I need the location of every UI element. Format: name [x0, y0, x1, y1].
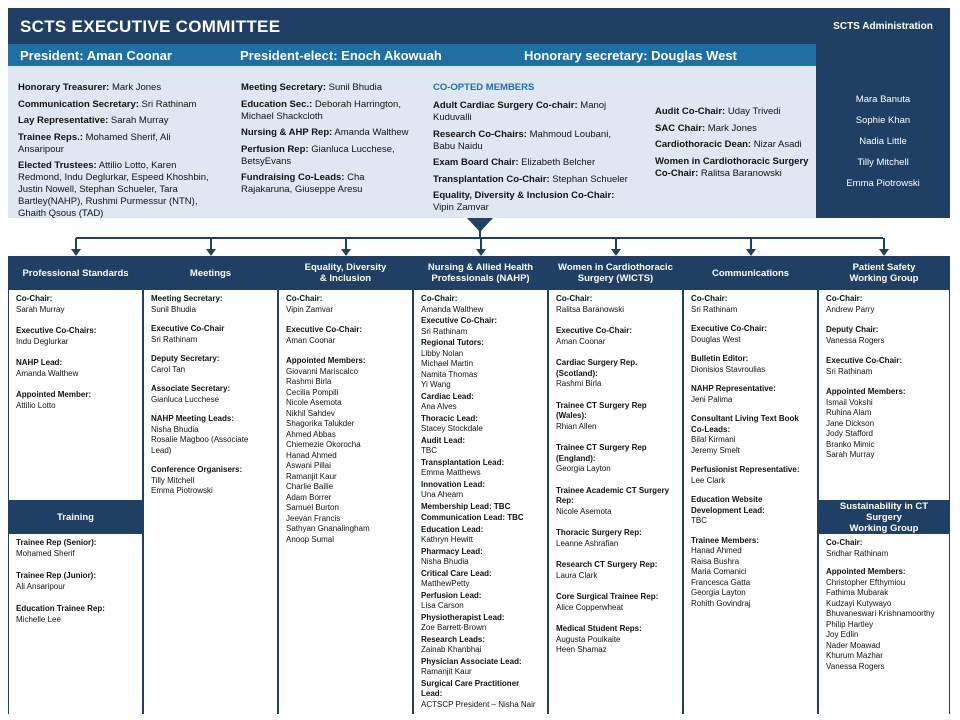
committee-entry — [286, 325, 405, 346]
honorary-secretary-label: Honorary secretary: Douglas West — [524, 48, 737, 63]
exec-entry — [433, 157, 633, 169]
committee-names: Amanda Walthew — [16, 368, 79, 378]
committee-entry — [421, 414, 540, 435]
committee-body — [278, 290, 413, 714]
committee-names: Emma Matthews — [421, 468, 481, 477]
exec-entry — [241, 82, 411, 94]
officers-bar — [8, 44, 816, 66]
committee-entry — [286, 294, 405, 315]
committee-names: Christopher Efthymiou Fathima Mubarak Kudzayi Kutywayo Bhuvaneswari Krishnamoorthy Philip Hartley Joy Edlin Nader Moawad Khurum Mazhar Vanessa Rogers — [826, 577, 935, 671]
exec-role: Communication Secretary: — [18, 98, 139, 110]
committee-body — [818, 534, 950, 714]
committee-role: Co-Chair: — [286, 294, 323, 303]
committee-names: Aman Coonar — [556, 336, 606, 346]
committee-names: Indu Deglurkar — [16, 336, 69, 346]
committee-role: NAHP Representative: — [691, 384, 776, 393]
committee-role: Transplantation Lead: — [421, 457, 505, 467]
committee-names: Laura Clark — [556, 570, 598, 580]
committee-entry — [691, 294, 810, 315]
committee-names: Nicole Asemota — [556, 506, 612, 516]
committee-names: Una Ahearn — [421, 490, 464, 499]
committee-names: Aman Coonar — [286, 335, 336, 345]
committee-role: Research Leads: — [421, 634, 486, 644]
committee-names: Ramanjit Kaur — [421, 667, 472, 676]
committee-body — [683, 290, 818, 714]
committee-names: Ismail Vokshi Ruhina Alam Jane Dickson Jody Stafford Branko Mimic Sarah Murray — [826, 397, 875, 459]
committee-names: Nisha Bhudia Rosalie Magboo (Associate Lead) — [151, 424, 249, 455]
exec-entry — [655, 106, 810, 118]
exec-names: Amanda Walthew — [332, 127, 409, 138]
committee-names: Sridhar Rathinam — [826, 548, 889, 558]
coopted-list — [433, 100, 633, 214]
committee-names: Augusta Poulkaite Heen Shamaz — [556, 634, 621, 654]
committee-role: Appointed Members: — [286, 356, 366, 365]
exec-names: Attilio Lotto, Karen Redmond, Indu Deglurkar, Espeed Khoshbin, Justin Nowell, Stephan Schueler, Tara Bartley(NAHP), Rushmi Purmessur (NTN), Ghaith Qsous (TAD) — [18, 160, 209, 219]
committee-names: Michelle Lee — [16, 614, 61, 624]
committee-body — [8, 534, 143, 714]
exec-role: Research Co-Chairs: — [433, 128, 527, 140]
committee-role: Co-Chair: — [556, 294, 593, 303]
committee-header: Equality, Diversity & Inclusion — [278, 256, 413, 290]
exec-names: Mark Jones — [109, 82, 162, 93]
committee-entry — [826, 325, 942, 346]
committee-names: ACTSCP President – Nisha Nair — [421, 699, 536, 709]
exec-names: Deborah Harrington, Michael Shackcloth — [241, 98, 401, 122]
committee-entry — [826, 567, 942, 672]
exec-role: SAC Chair: — [655, 122, 706, 134]
exec-names: Nizar Asadi — [751, 139, 802, 150]
committee-role: Cardiac Lead: — [421, 391, 474, 401]
committee-role: Co-Chair: — [421, 294, 458, 303]
committee-role: Physiotherapist Lead: — [421, 612, 505, 622]
committee-names: Ana Alves — [421, 402, 457, 411]
committee-header: Nursing & Allied Health Professionals (NAHP) — [413, 256, 548, 290]
committee-role: Trainee Members: — [691, 535, 760, 545]
committee-role: Research CT Surgery Rep: — [556, 560, 658, 569]
committee-names: Kathryn Hewitt — [421, 535, 474, 544]
committee-entry — [286, 356, 405, 545]
committee-role: Co-Chair: — [691, 294, 728, 303]
exec-entry — [433, 174, 633, 186]
committee-header: Women in Cardiothoracic Surgery (WICTS) — [548, 256, 683, 290]
committee-entry — [691, 465, 810, 486]
committee-entry — [556, 401, 675, 433]
committee-role: Executive Co-Chair: — [556, 326, 633, 335]
exec-role: Meeting Secretary: — [241, 82, 327, 93]
executive-members-panel — [8, 66, 816, 218]
committee-role: Pharmacy Lead: — [421, 546, 483, 556]
exec-names: Cha Rajakaruna, Giuseppe Aresu — [241, 172, 365, 195]
committee-role: Core Surgical Trainee Rep: — [556, 592, 659, 601]
committee-role: Education Website Development Lead: — [691, 495, 765, 515]
committee-role: Thoracic Lead: — [421, 413, 478, 423]
exec-names: Manoj Kuduvalli — [433, 100, 607, 123]
exec-role: Exam Board Chair: — [433, 157, 519, 168]
committee-entry — [421, 657, 540, 678]
exec-names: Mohamed Sherif, Ali Ansaripour — [18, 131, 171, 155]
committee-entry — [556, 294, 675, 315]
committee-entry — [556, 486, 675, 518]
committee-entry — [556, 326, 675, 347]
exec-role: Perfusion Rep: — [241, 143, 309, 155]
committee-entry — [421, 316, 540, 337]
committee-role: Trainee Academic CT Surgery Rep: — [556, 485, 670, 505]
exec-entry — [241, 144, 411, 168]
committee-role: Executive Co-Chair: — [691, 324, 768, 333]
committee-names: Mohamed Sherif — [16, 548, 75, 558]
committee-entry — [151, 294, 270, 315]
exec-role: Elected Trustees: — [18, 160, 97, 171]
committee-names: Sri Rathinam — [826, 366, 873, 376]
committee-entry — [421, 436, 540, 457]
committee-header: Professional Standards — [8, 256, 143, 290]
admin-name: Sophie Khan — [855, 115, 911, 126]
committee-role: Appointed Members: — [826, 387, 906, 396]
committee-role: Membership Lead: TBC — [421, 501, 511, 511]
exec-column — [655, 106, 810, 184]
committee-entry — [151, 324, 270, 345]
exec-entry — [655, 139, 810, 151]
committee-role: Associate Secretary: — [151, 384, 231, 393]
committee-entry — [16, 604, 135, 625]
committee-names: Sunil Bhudia — [151, 304, 196, 314]
committee-role: Trainee Rep (Junior): — [16, 571, 97, 580]
exec-names: Mahmoud Loubani, Babu Naidu — [433, 128, 611, 152]
committee-role: Consultant Living Text Book Co-Leads: — [691, 414, 799, 434]
exec-names: Gianluca Lucchese, BetsyEvans — [241, 143, 395, 167]
committee-entry — [556, 624, 675, 656]
committee-header: Communications — [683, 256, 818, 290]
committee-entry — [556, 358, 675, 390]
committee-body — [548, 290, 683, 714]
committee-role: NAHP Meeting Leads: — [151, 414, 234, 423]
committee-names: Douglas West — [691, 334, 741, 344]
committee-entry — [16, 326, 135, 347]
arrow-down-icon — [611, 249, 621, 256]
exec-role: Trainee Reps.: — [18, 131, 83, 143]
coopted-title: CO-OPTED MEMBERS — [433, 82, 535, 93]
committee-header: Meetings — [143, 256, 278, 290]
committee-role: Critical Care Lead: — [421, 568, 492, 578]
exec-role: Nursing & AHP Rep: — [241, 127, 333, 138]
committee-role: Executive Co-Chair: — [826, 356, 903, 365]
committee-names: MatthewPetty — [421, 579, 470, 588]
exec-entry — [655, 156, 810, 180]
committee-entry — [16, 294, 135, 315]
committee-entry — [421, 525, 540, 546]
committee-entry — [421, 635, 540, 656]
exec-role: Fundraising Co-Leads: — [241, 172, 345, 183]
exec-entry — [433, 129, 633, 153]
committee-body — [413, 290, 548, 714]
exec-column — [241, 82, 411, 201]
arrow-down-icon — [476, 249, 486, 256]
committee-entry — [421, 513, 540, 524]
committee-role: Education Lead: — [421, 524, 484, 534]
committee-names: TBC — [421, 446, 437, 455]
committee-names: Nisha Bhudia — [421, 557, 469, 566]
committee-role: Education Trainee Rep: — [16, 604, 105, 613]
committee-names: Libby Nolan Michael Martin Namita Thomas Yi Wang — [421, 348, 478, 389]
committee-names: Lee Clark — [691, 475, 726, 485]
exec-names: Sunil Bhudia — [326, 82, 382, 93]
committee-body — [818, 290, 950, 500]
committee-role: Cardiac Surgery Rep. (Scotland): — [556, 358, 638, 378]
committee-names: Dionisios Stavroulias — [691, 364, 766, 374]
committee-entry — [421, 480, 540, 501]
committee-names: Zainab Khanbhai — [421, 645, 482, 654]
exec-entry — [655, 123, 810, 135]
exec-role: Audit Co-Chair: — [655, 106, 726, 117]
exec-column — [18, 82, 218, 225]
arrow-down-icon — [746, 249, 756, 256]
committee-role: Perfusionist Representative: — [691, 465, 800, 474]
committee-names: Bilal Kirmani Jeremy Smelt — [691, 435, 740, 455]
committee-names: Tilly Mitchell Emma Piotrowski — [151, 475, 213, 495]
exec-entry — [241, 99, 411, 123]
committee-entry — [421, 458, 540, 479]
committee-body — [8, 290, 143, 500]
committee-names: Alice Copperwheat — [556, 602, 624, 612]
committee-names: Hanad Ahmed Raisa Bushra Maria Comanici Francesca Gatta Georgia Layton Rohith Govindraj — [691, 546, 751, 608]
committee-entry — [556, 592, 675, 613]
committee-names: Leanne Ashrafian — [556, 538, 619, 548]
committee-role: Executive Co-Chair: — [286, 325, 363, 334]
committee-role: Thoracic Surgery Rep: — [556, 528, 642, 537]
committee-role: Regional Tutors: — [421, 338, 484, 347]
committee-role: Communication Lead: TBC — [421, 513, 524, 522]
committee-names: Georgia Layton — [556, 464, 611, 473]
committee-names: Lisa Carson — [421, 601, 464, 610]
committee-entry — [691, 324, 810, 345]
exec-entry — [18, 160, 218, 220]
committee-entry — [151, 465, 270, 497]
committee-role: Deputy Chair: — [826, 325, 879, 334]
committee-entry — [421, 591, 540, 612]
committee-entry — [421, 569, 540, 590]
committee-entry — [421, 502, 540, 513]
admin-name: Mara Banuta — [855, 94, 911, 105]
committee-entry — [421, 613, 540, 634]
committee-names: Attilio Lotto — [16, 400, 56, 410]
committee-names: Amanda Walthew — [421, 304, 484, 314]
exec-entry — [18, 82, 218, 94]
committee-entry — [16, 358, 135, 379]
committee-role: Conference Organisers: — [151, 465, 243, 474]
committee-role: Trainee CT Surgery Rep (Wales): — [556, 400, 647, 420]
committee-role: Appointed Member: — [16, 390, 92, 399]
arrow-down-icon — [879, 249, 889, 256]
committee-role: Physician Associate Lead: — [421, 656, 522, 666]
exec-role: Equality, Diversity & Inclusion Co-Chair: — [433, 190, 615, 201]
exec-role: Transplantation Co-Chair: — [433, 173, 550, 185]
president-elect-label: President-elect: Enoch Akowuah — [240, 48, 442, 63]
exec-role: Lay Representative: — [18, 115, 109, 126]
committee-role: Innovation Lead: — [421, 479, 485, 489]
committee-entry — [16, 571, 135, 592]
committee-entry — [421, 338, 540, 391]
exec-names: Sri Rathinam — [138, 98, 197, 110]
exec-names: Mark Jones — [705, 122, 757, 134]
committee-names: Ali Ansaripour — [16, 581, 66, 591]
committee-entry — [691, 354, 810, 375]
committee-entry — [556, 443, 675, 475]
committee-role: Co-Chair: — [826, 294, 863, 303]
admin-name: Tilly Mitchell — [857, 157, 909, 168]
exec-names: Sarah Murray — [108, 115, 169, 126]
arrow-down-icon — [71, 249, 81, 256]
exec-entry — [18, 115, 218, 127]
committee-role: Bulletin Editor: — [691, 354, 749, 363]
committee-role: Co-Chair: — [826, 538, 863, 547]
committee-names: Ralitsa Baranowski — [556, 304, 625, 314]
exec-entry — [18, 99, 218, 111]
exec-entry — [433, 190, 633, 214]
committee-names: Sri Rathinam — [691, 304, 738, 314]
committee-role: Surgical Care Practitioner Lead: — [421, 678, 520, 698]
committee-role: Executive Co-Chair: — [421, 316, 498, 325]
exec-names: Ralitsa Baranowski — [698, 167, 782, 179]
committee-role: Co-Chair: — [16, 294, 53, 303]
committee-body — [143, 290, 278, 714]
arrow-down-icon — [206, 249, 216, 256]
committee-names: Vanessa Rogers — [826, 335, 885, 345]
committee-role: Deputy Secretary: — [151, 354, 220, 363]
exec-role: Women in Cardiothoracic Surgery Co-Chair: — [655, 155, 809, 179]
committee-role: Appointed Members: — [826, 567, 906, 576]
committee-entry — [691, 384, 810, 405]
committee-entry — [151, 354, 270, 375]
exec-names: Uday Trivedi — [725, 106, 781, 117]
exec-role: Education Sec.: — [241, 98, 313, 110]
committee-entry — [151, 414, 270, 456]
exec-names: Stephan Schueler — [549, 173, 628, 185]
committee-names: Gianluca Lucchese — [151, 394, 220, 404]
committee-entry — [826, 387, 942, 461]
committee-entry — [421, 547, 540, 568]
committee-role: Executive Co-Chairs: — [16, 326, 97, 335]
exec-entry — [433, 100, 633, 124]
committee-role: Trainee CT Surgery Rep (England): — [556, 443, 647, 463]
committee-names: Jeni Palima — [691, 394, 733, 404]
admin-panel — [816, 8, 950, 218]
exec-entry — [241, 172, 411, 196]
committee-entry — [16, 538, 135, 559]
committee-entry — [556, 528, 675, 549]
committee-names: Carol Tan — [151, 364, 186, 374]
exec-column — [433, 82, 633, 219]
committee-names: TBC — [691, 516, 707, 525]
committee-entry — [16, 390, 135, 411]
committee-names: Rhian Allen — [556, 421, 597, 431]
committee-header: Training — [8, 500, 143, 534]
committee-role: NAHP Lead: — [16, 358, 63, 367]
committee-names: Zoe Barrett-Brown — [421, 623, 487, 632]
committee-entry — [826, 294, 942, 315]
committee-entry — [556, 560, 675, 581]
committee-entry — [691, 495, 810, 527]
arrow-down-icon — [341, 249, 351, 256]
committee-entry — [421, 679, 540, 711]
committee-names: Sri Rathinam — [421, 326, 468, 336]
committee-role: Audit Lead: — [421, 435, 465, 445]
committee-entry — [691, 536, 810, 610]
exec-role: Adult Cardiac Surgery Co-chair: — [433, 100, 578, 111]
committee-role: Trainee Rep (Senior): — [16, 538, 97, 547]
exec-role: Honorary Treasurer: — [18, 82, 110, 93]
committee-role: Executive Co-Chair — [151, 324, 225, 333]
committee-role: Perfusion Lead: — [421, 590, 482, 600]
exec-role: Cardiothoracic Dean: — [655, 139, 752, 150]
committee-entry — [691, 414, 810, 456]
committee-entry — [826, 538, 942, 559]
admin-name: Nadia Little — [859, 136, 907, 147]
committee-names: Vipin Zamvar — [286, 304, 333, 314]
committee-entry — [421, 294, 540, 315]
committee-entry — [151, 384, 270, 405]
exec-names: Elizabeth Belcher — [518, 157, 596, 168]
committee-names: Sarah Murray — [16, 304, 65, 314]
admin-name: Emma Piotrowski — [846, 178, 920, 189]
committee-role: Medical Student Reps: — [556, 624, 642, 633]
committee-names: Rashmi Birla — [556, 379, 602, 388]
committee-names: Stacey Stockdale — [421, 424, 483, 433]
committee-header: Sustainability in CT Surgery Working Group — [818, 500, 950, 534]
committee-entry — [421, 392, 540, 413]
committee-names: Sri Rathinam — [151, 334, 198, 344]
exec-entry — [18, 132, 218, 156]
admin-title: SCTS Administration — [833, 21, 933, 32]
committee-role: Meeting Secretary: — [151, 294, 223, 303]
page-title: SCTS EXECUTIVE COMMITTEE — [8, 8, 816, 44]
president-label: President: Aman Coonar — [20, 48, 172, 63]
committee-entry — [826, 356, 942, 377]
exec-names: Vipin Zamvar — [433, 202, 489, 213]
committee-names: Giovanni Mariscalco Rashmi Birla Cecilia Pompili Nicole Asemota Nikhil Sahdev Shagorika Talukder Ahmed Abbas Chiemezie Okorocha Hanad Ahmed Aswani Pillai Ramanjit Kaur Charlie Bailie Adam Borrer Samuel Burton Jeevan Francis Sathyan Gnanalingham Anoop Sumal — [286, 366, 370, 544]
committee-header: Patient Safety Working Group — [818, 256, 950, 290]
committee-names: Andrew Parry — [826, 304, 875, 314]
exec-entry — [241, 127, 411, 139]
